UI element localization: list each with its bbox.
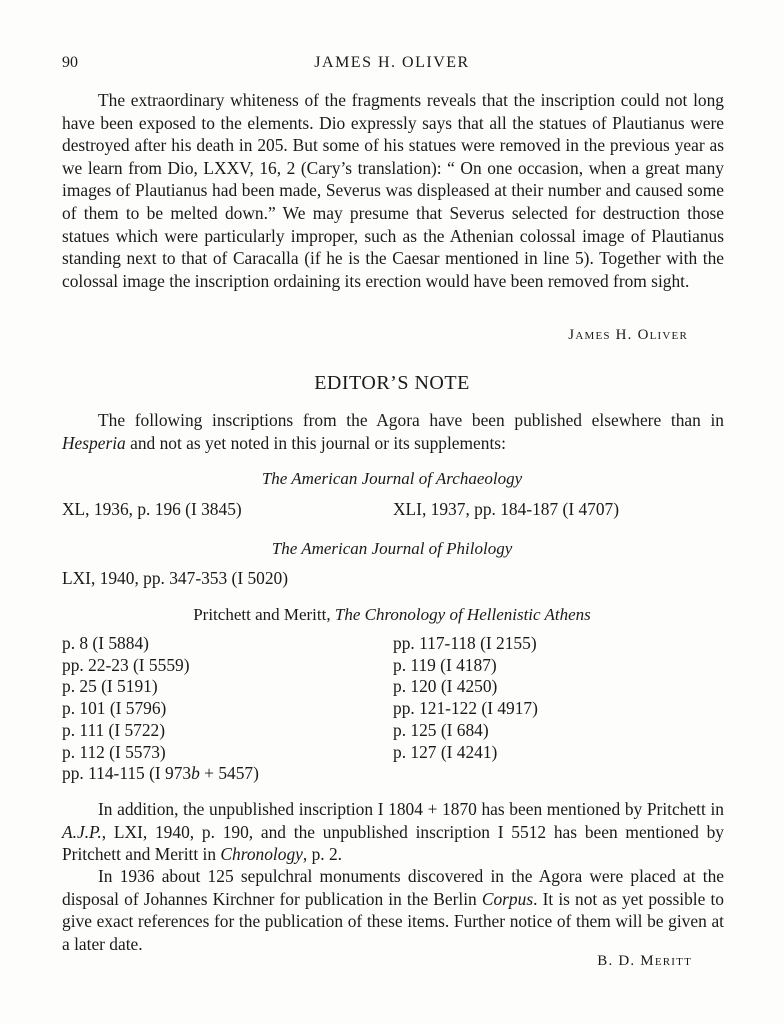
chronology-ref: p. 8 (I 5884)	[62, 633, 149, 653]
page-number: 90	[62, 54, 78, 71]
ref-italic: b	[191, 763, 200, 784]
sepulchral-paragraph	[62, 865, 724, 955]
addition-paragraph	[62, 798, 724, 866]
chronology-authors: Pritchett and Meritt,	[193, 605, 331, 624]
addition-text-3: , p. 2.	[302, 844, 343, 865]
running-head: JAMES H. OLIVER	[314, 54, 470, 71]
aja-ref-1: XL, 1936, p. 196 (I 3845)	[62, 499, 242, 519]
chronology-title: The Chronology of Hellenistic Athens	[334, 605, 591, 624]
chronology-ref: p. 112 (I 5573)	[62, 741, 166, 762]
chronology-ref: p. 119 (I 4187)	[393, 654, 497, 675]
sepulchral-text-2: . It is not as yet possible to give exact references for the publication of these items. Further notice of them will be given at a later date.	[62, 888, 724, 954]
aja-ref-2: XLI, 1937, pp. 184-187 (I 4707)	[393, 499, 620, 519]
chronology-ref: p. 120 (I 4250)	[393, 676, 498, 697]
chronology-ref: pp. 22-23 (I 5559)	[62, 654, 190, 675]
addition-text-2: , LXI, 1940, p. 190, and the unpublished inscription I 5512 has been mentioned by Pritchett and Meritt in	[62, 821, 724, 865]
article-signature: James H. Oliver	[568, 327, 688, 343]
sepulchral-text: In 1936 about 125 sepulchral monuments discovered in the Agora were placed at the disposal of Johannes Kirchner for publication in the Berlin	[62, 866, 724, 909]
article-paragraph: The extraordinary whiteness of the fragments reveals that the inscription could not long have been exposed to the elements. Dio expressly says that all the statues of Plautianus were destroyed after his death in 205. But some of his statues were removed in the previous year as we learn from Dio, LXXV, 16, 2 (Cary’s translation): “ On one occasion, when a great many images of Plautianus had been made, Severus was displeased at their number and caused some of them to be melted down.” We may presume that Severus selected for destruction those statues which were particularly improper, such as the Athenian colossal image of Plautianus standing next to that of Caracalla (if he is the Caesar mentioned in line 5). Together with the colossal image the inscription ordaining its erection would have been removed from sight.	[62, 90, 724, 291]
chronology-refs-right	[393, 633, 538, 763]
chronology-ref	[62, 763, 259, 785]
ajp-ref-1: LXI, 1940, pp. 347-353 (I 5020)	[62, 568, 289, 588]
chronology-refs-left	[62, 633, 259, 785]
chronology-ref: pp. 117-118 (I 2155)	[393, 633, 537, 653]
chronology-ref: p. 111 (I 5722)	[62, 719, 166, 740]
chronology-short: Chronology	[220, 844, 303, 865]
intro-journal-name: Hesperia	[62, 432, 126, 453]
ajp-title: The American Journal of Philology	[271, 539, 513, 558]
chronology-ref: p. 125 (I 684)	[393, 719, 489, 740]
intro-text: The following inscriptions from the Agora have been published elsewhere than in	[98, 410, 724, 430]
editors-note-heading: EDITOR’S NOTE	[314, 372, 470, 394]
editors-note-intro	[62, 409, 724, 454]
intro-text-end: and not as yet noted in this journal or its supplements:	[125, 432, 506, 453]
editor-signature: B. D. Meritt	[597, 953, 692, 969]
chronology-ref: pp. 121-122 (I 4917)	[393, 698, 538, 719]
chronology-ref: p. 101 (I 5796)	[62, 698, 167, 719]
ref-suffix: + 5457)	[199, 763, 259, 784]
ajp-abbrev: A.J.P.	[62, 821, 102, 842]
addition-text: In addition, the unpublished inscription I 1804 + 1870 has been mentioned by Pritchett in	[98, 799, 724, 819]
ref-prefix: pp. 114-115 (I 973	[62, 763, 192, 784]
chronology-ref: p. 127 (I 4241)	[393, 741, 498, 762]
chronology-title-line	[0, 605, 784, 625]
chronology-ref: p. 25 (I 5191)	[62, 676, 158, 697]
corpus-title: Corpus	[481, 888, 534, 909]
aja-title: The American Journal of Archaeology	[261, 469, 523, 488]
